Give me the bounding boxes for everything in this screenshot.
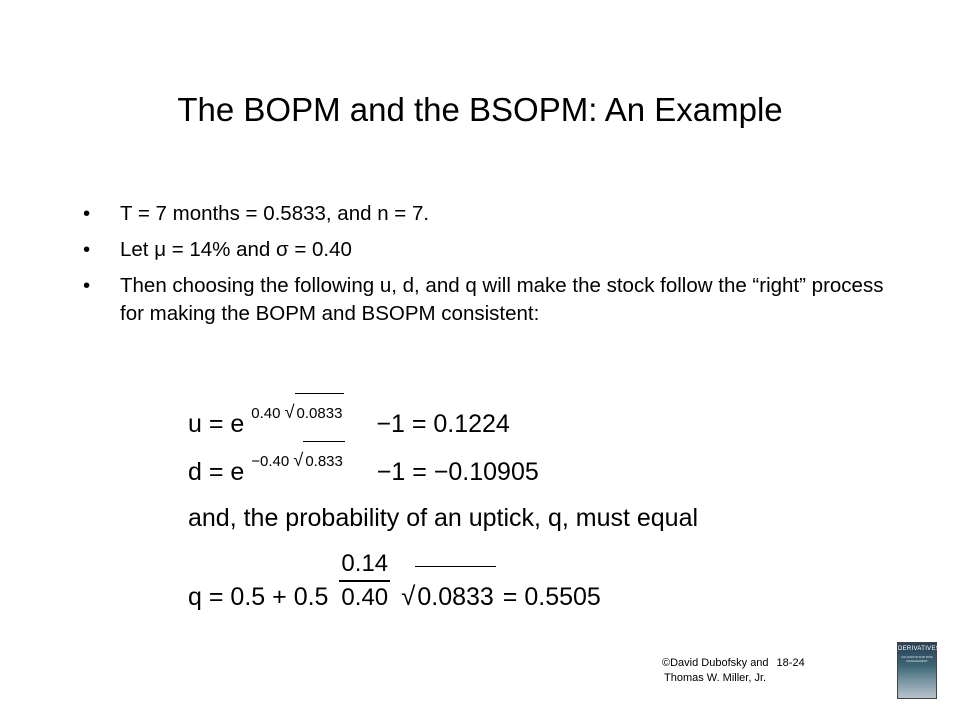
equation-q [188,550,601,610]
page-number: 18-24 [776,657,805,669]
equation-text-line: and, the probability of an uptick, q, must equal [188,504,699,532]
radical-sign: √ [401,581,416,611]
bullet-text: Then choosing the following u, d, and q will make the stock follow the “right” process for making the BOPM and BSOPM consistent: [120,274,884,325]
eq-u-exponent [251,392,344,434]
eq-d-base: e [230,458,245,486]
eq-u-base: e [230,410,245,438]
eq-q-a: 0.5 [230,583,266,611]
copyright-line-1: ©David Dubofsky and [662,657,769,669]
eq-u-exp-coeff: 0.40 [251,405,281,422]
equation-d [188,452,539,492]
bullet-item [80,200,910,228]
eq-u-lhs: u [188,410,202,438]
eq-q-numerator: 0.14 [339,550,390,582]
eq-q-denominator: 0.40 [341,584,389,611]
eq-d-equals-2: = [412,458,427,486]
eq-q-equals: = [208,583,224,611]
eq-q-b: 0.5 [293,583,329,611]
eq-u-exp-sqrt [285,392,345,434]
bullet-text: Let μ = 14% and σ = 0.40 [120,238,352,261]
eq-u-minus-one: −1 [376,410,405,438]
eq-d-exponent [251,440,345,482]
book-subtitle: VALUATION AND RISK MANAGEMENT [901,655,933,663]
eq-q-lhs: q [188,583,202,611]
eq-d-minus-one: −1 [376,458,406,486]
eq-d-equals: = [208,458,224,486]
bullet-item [80,272,910,328]
eq-d-exp-sqrt [293,440,344,482]
eq-q-sqrt [401,566,496,627]
eq-u-equals: = [208,410,224,438]
eq-q-equals-2: = [502,583,518,611]
eq-u-result: 0.1224 [433,410,510,438]
bullet-marker: • [83,274,91,297]
eq-q-result: 0.5505 [524,583,601,611]
eq-q-plus: + [272,583,287,611]
eq-q-sqrt-arg: 0.0833 [415,566,495,627]
slide-title: The BOPM and the BSOPM: An Example [177,91,783,128]
eq-d-exp-sqrt-arg: 0.833 [303,441,345,482]
copyright-line-2: Thomas W. Miller, Jr. [664,672,767,684]
bullet-item [80,236,910,264]
radical-sign: √ [293,450,304,470]
book-title: DERIVATIVES [898,646,941,652]
eq-d-result: −0.10905 [433,458,539,486]
bullet-marker: • [83,238,91,261]
eq-u-exp-sqrt-arg: 0.0833 [295,393,345,434]
bullet-marker: • [83,202,91,225]
book-cover-image [897,642,941,699]
bullet-text: T = 7 months = 0.5833, and n = 7. [120,202,430,225]
eq-d-lhs: d [188,458,202,486]
eq-u-equals-2: = [411,410,427,438]
radical-sign: √ [284,402,295,422]
footer-copyright [662,656,805,686]
eq-d-exp-coeff: −0.40 [251,453,290,470]
eq-q-fraction [339,550,390,612]
bullet-list [80,200,910,336]
equation-u [188,404,510,444]
